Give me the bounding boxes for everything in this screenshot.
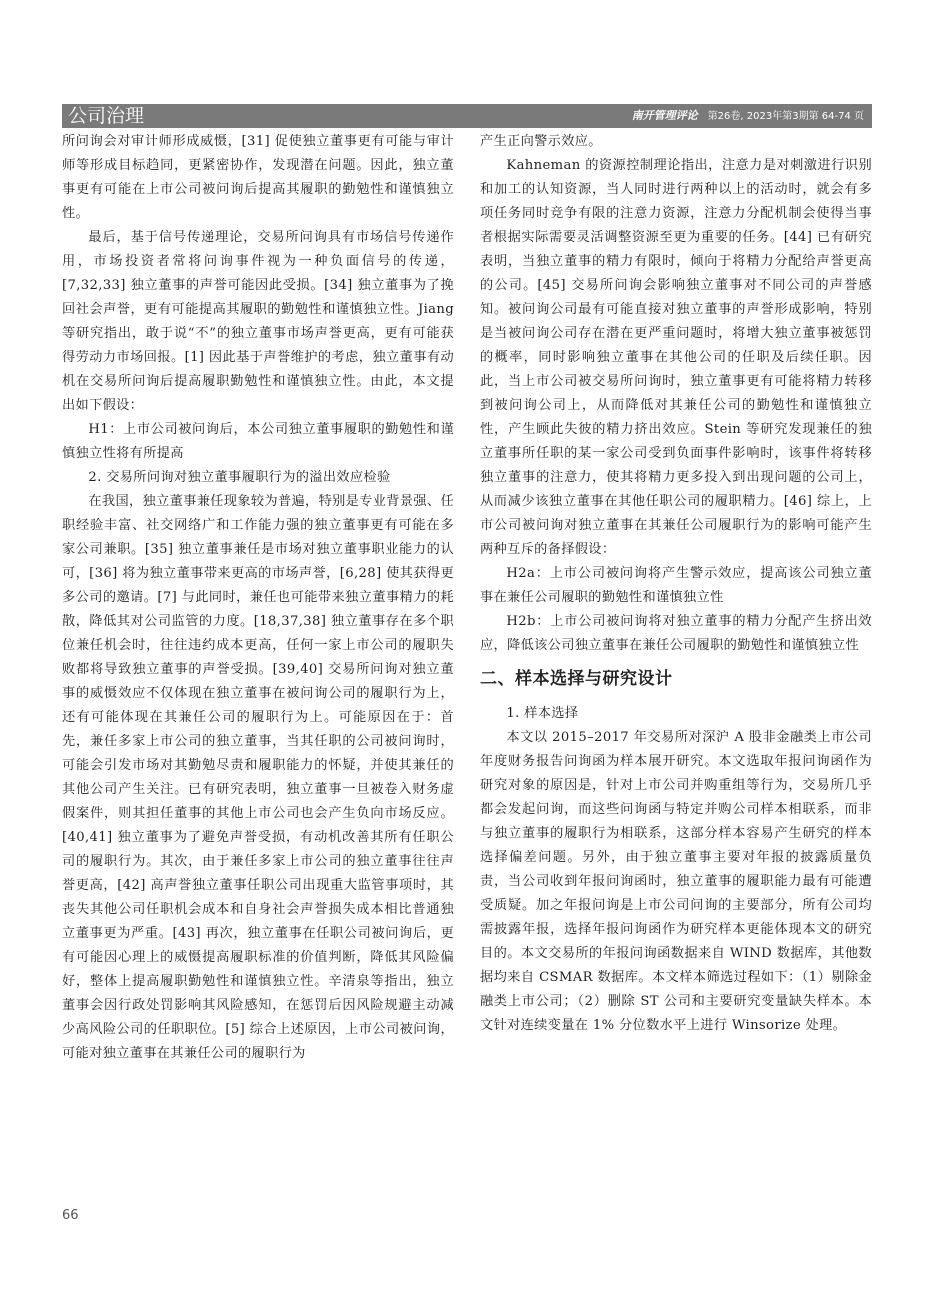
section-heading: 二、样本选择与研究设计	[480, 669, 673, 689]
issue-info: 第26卷, 2023年第3期第 64-74 页	[707, 111, 864, 122]
subsection-heading: 2. 交易所问询对独立董事履职行为的溢出效应检验	[88, 470, 391, 485]
hypothesis-h2a: H2a：上市公司被问询将产生警示效应，提高该公司独立董事在兼任公司履职的勤勉性和谨慎独立性	[480, 566, 872, 605]
journal-info	[632, 104, 864, 129]
paragraph: 产生正向警示效应。	[480, 134, 602, 149]
section-title: 公司治理	[68, 105, 145, 127]
journal-name: 南开管理评论	[631, 109, 698, 122]
left-column	[62, 130, 454, 1220]
paragraph: 最后，基于信号传递理论，交易所问询具有市场信号传递作用，市场投资者常将问询事件视为一种负面信号的传递，[7,32,33] 独立董事的声誉可能因此受损。[34] 独立董事为了挽回社会声誉，更有可能提高其履职的勤勉性和谨慎独立性。Jiang 等研究指出，敢于说“不”的独立董事市场声誉更高，更有可能获得劳动力市场回报。[1] 因此基于声誉维护的考虑，独立董事有动机在交易所问询后提高履职勤勉性和谨慎独立性。由此，本文提出如下假设：	[62, 230, 454, 413]
hypothesis-h1: H1：上市公司被问询后，本公司独立董事履职的勤勉性和谨慎独立性将有所提高	[62, 422, 454, 461]
paragraph: 所问询会对审计师形成威慑，[31] 促使独立董事更有可能与审计师等形成目标趋同，更紧密协作，发现潜在问题。因此，独立董事更有可能在上市公司被问询后提高其履职的勤勉性和谨慎独立性。	[62, 134, 454, 221]
paragraph: 本文以 2015–2017 年交易所对深沪 A 股非金融类上市公司年度财务报告问询函为样本展开研究。本文选取年报问询函作为研究对象的原因是，针对上市公司并购重组等行为，交易所几乎都会发起问询，而这些问询函与特定并购公司样本相联系，而非与独立董事的履职行为相联系，这部分样本容易产生研究的样本选择偏差问题。另外，由于独立董事主要对年报的披露质量负责，当公司收到年报问询函时，独立董事的履职能力最有可能遭受质疑。加之年报问询是上市公司问询的主要部分，所有公司均需披露年报，选择年报问询函作为研究样本更能体现本文的研究目的。本文交易所的年报问询函数据来自 WIND 数据库，其他数据均来自 CSMAR 数据库。本文样本筛选过程如下：（1）剔除金融类上市公司；（2）删除 ST 公司和主要研究变量缺失样本。本文针对连续变量在 1% 分位数水平上进行 Winsorize 处理。	[480, 730, 872, 1033]
paragraph: Kahneman 的资源控制理论指出，注意力是对刺激进行识别和加工的认知资源，当人同时进行两种以上的活动时，就会有多项任务同时竞争有限的注意力资源，注意力分配机制会使得当事者根据实际需要灵活调整资源至更为重要的任务。[44] 已有研究表明，当独立董事的精力有限时，倾向于将精力分配给声誉更高的公司。[45] 交易所问询会影响独立董事对不同公司的声誉感知。被问询公司最有可能直接对独立董事的声誉形成影响，特别是当被问询公司存在潜在更严重问题时，将增大独立董事被惩罚的概率，同时影响独立董事在其他公司的任职及后续任职。因此，当上市公司被交易所问询时，独立董事更有可能将精力转移到被问询公司上，从而降低对其兼任公司的勤勉性和谨慎独立性，产生顾此失彼的精力挤出效应。Stein 等研究发现兼任的独立董事所任职的某一家公司受到负面事件影响时，该事件将转移独立董事的注意力，使其将精力更多投入到出现问题的公司上，从而减少该独立董事在其他任职公司的履职精力。[46] 综上，上市公司被问询对独立董事在其兼任公司履职行为的影响可能产生两种互斥的备择假设：	[480, 158, 872, 557]
paragraph: 在我国，独立董事兼任现象较为普遍，特别是专业背景强、任职经验丰富、社交网络广和工作能力强的独立董事更有可能在多家公司兼职。[35] 独立董事兼任是市场对独立董事职业能力的认可，[36] 将为独立董事带来更高的市场声誉，[6,28] 使其获得更多公司的邀请。[7] 与此同时，兼任也可能带来独立董事精力的耗散，降低其对公司监管的力度。[18,37,38] 独立董事存在多个职位兼任机会时，往往违约成本更高，任何一家上市公司的履职失败都将导致独立董事的声誉受损。[39,40] 交易所问询对独立董事的威慑效应不仅体现在独立董事在被问询公司的履职行为上，还有可能体现在其兼任公司的履职行为上。可能原因在于：首先，兼任多家上市公司的独立董事，当其任职的公司被问询时，可能会引发市场对其勤勉尽责和履职能力的怀疑，并使其兼任的其他公司产生关注。已有研究表明，独立董事一旦被卷入财务虚假案件，则其担任董事的其他上市公司也会产生负向市场反应。[40,41] 独立董事为了避免声誉受损，有动机改善其所有任职公司的履职行为。其次，由于兼任多家上市公司的独立董事往往声誉更高，[42] 高声誉独立董事任职公司出现重大监管事项时，其丧失其他公司任职机会成本和自身社会声誉损失成本相比普通独立董事更为严重。[43] 再次，独立董事在任职公司被问询后，更有可能因心理上的威慑提高履职标准的价值判断，降低其风险偏好，整体上提高履职勤勉性和谨慎独立性。辛清泉等指出，独立董事会因行政处罚影响其风险感知，在惩罚后因风险规避主动减少高风险公司的任职职位。[5] 综合上述原因，上市公司被问询，可能对独立董事在其兼任公司的履职行为	[62, 494, 454, 1061]
page-header	[62, 104, 872, 128]
page-number: 66	[62, 1208, 79, 1223]
hypothesis-h2b: H2b：上市公司被问询将对独立董事的精力分配产生挤出效应，降低该公司独立董事在兼任公司履职的勤勉性和谨慎独立性	[480, 614, 872, 653]
right-column	[480, 130, 872, 1220]
subsection-heading: 1. 样本选择	[506, 706, 579, 721]
